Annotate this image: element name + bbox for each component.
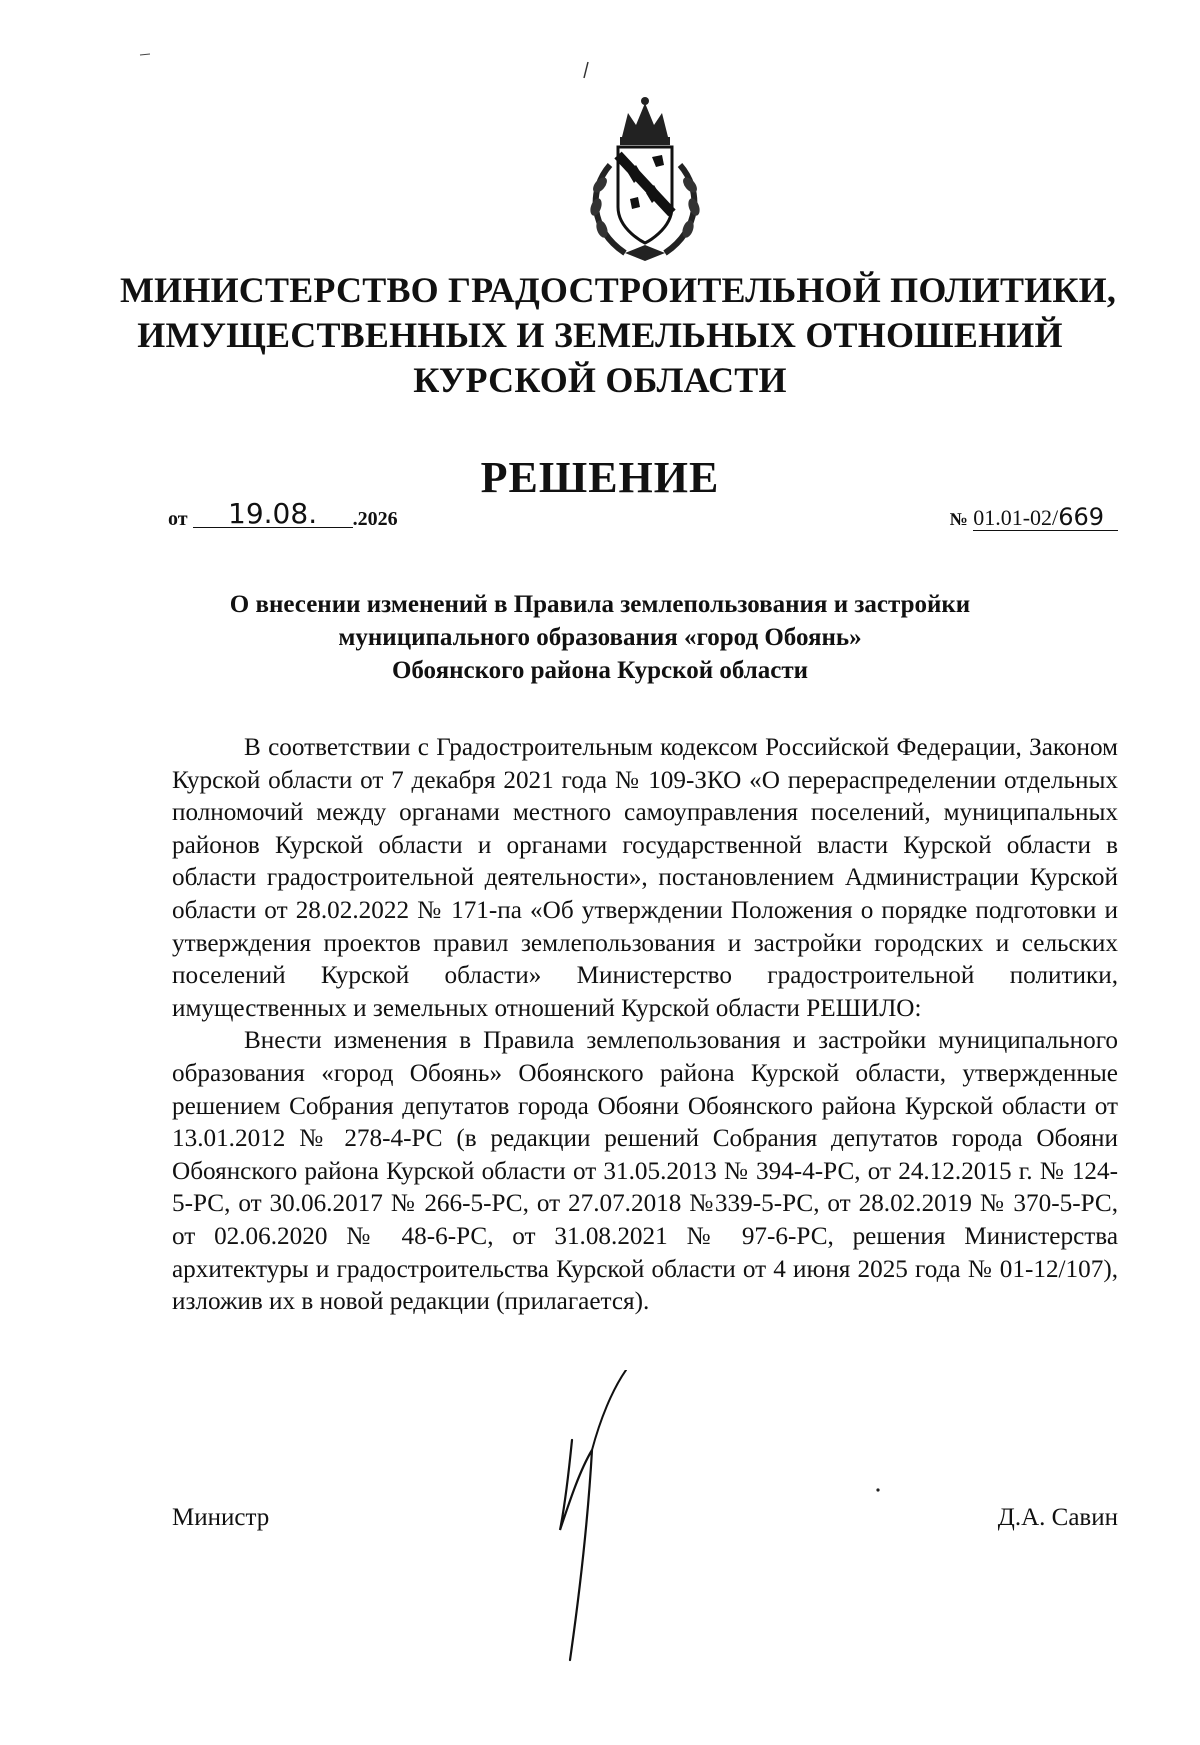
ministry-title-line: МИНИСТЕРСТВО ГРАДОСТРОИТЕЛЬНОЙ ПОЛИТИКИ,: [120, 270, 1117, 310]
document-number: [950, 503, 1118, 531]
subject-line: муниципального образования «город Обоянь»: [338, 624, 862, 651]
subject-line: Обоянского района Курской области: [391, 657, 809, 684]
signer-name: Д.А. Савин: [997, 1504, 1118, 1531]
document-subject: [120, 588, 1080, 687]
kursk-coat-of-arms-icon: [570, 95, 720, 265]
document-type: РЕШЕНИЕ: [480, 453, 720, 502]
date-handwritten: 19.08.: [193, 501, 353, 528]
subject-line: О внесении изменений в Правила землепользования и застройки: [229, 591, 971, 618]
number-value: [973, 505, 1118, 531]
body-paragraph: Внести изменения в Правила землепользования и застройки муниципального образования «город Обоянь» Обоянского района Курской области, утвержденные решением Собрания депутатов города Обояни Обоянского района Курской области от 13.01.2012 № 278-4-РС (в редакции решений Собрания депутатов города Обояни Обоянского района Курской области от 31.05.2013 № 394-4-РС, от 24.12.2015 г. № 124-5-РС, от 30.06.2017 № 266-5-РС, от 27.07.2018 №339-5-РС, от 28.02.2019 № 370-5-РС, от 02.06.2020 № 48-6-РС, от 31.08.2021 № 97-6-РС, решения Министерства архитектуры и градостроительства Курской области от 4 июня 2025 года № 01-12/107), изложив их в новой редакции (прилагается).: [172, 1027, 1118, 1316]
body-paragraph: В соответствии с Градостроительным кодексом Российской Федерации, Законом Курской области от 7 декабря 2021 года № 109-ЗКО «О перераспределении отдельных полномочий между органами местного самоуправления поселений, муниципальных районов Курской области и органами государственной власти Курской области в области градостроительной деятельности», постановлением Администрации Курской области от 28.02.2022 № 171-па «Об утверждении Положения о порядке подготовки и утверждения проектов правил землепользования и застройки городских и сельских поселений Курской области» Министерство градостроительной политики, имущественных и земельных отношений Курской области РЕШИЛО:: [172, 734, 1118, 1022]
signer-position: Министр: [172, 1504, 270, 1531]
ministry-title-line: КУРСКОЙ ОБЛАСТИ: [413, 360, 787, 400]
date-prefix: от: [168, 508, 188, 530]
number-label: №: [949, 509, 968, 529]
handwritten-signature-icon: [540, 1370, 660, 1670]
ministry-title-line: ИМУЩЕСТВЕННЫХ И ЗЕМЕЛЬНЫХ ОТНОШЕНИЙ: [137, 315, 1063, 355]
number-printed: 01.01-02/: [973, 505, 1059, 530]
date-year: .2026: [352, 508, 398, 530]
document-body: [172, 732, 1118, 1319]
number-handwritten: 669: [1058, 503, 1104, 531]
document-date: [168, 497, 398, 531]
ministry-title: [120, 268, 1117, 403]
